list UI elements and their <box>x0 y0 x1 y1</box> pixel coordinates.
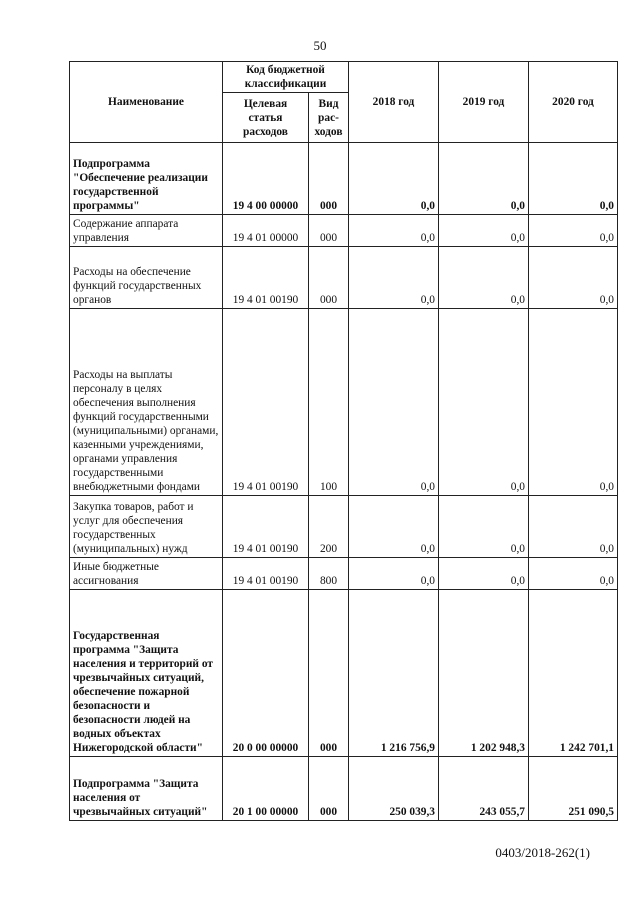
row-value-2019: 1 202 948,3 <box>439 589 529 756</box>
row-expense-type: 000 <box>309 589 349 756</box>
row-value-2020: 0,0 <box>529 143 618 215</box>
row-value-2019: 0,0 <box>439 308 529 495</box>
row-value-2018: 0,0 <box>349 496 439 558</box>
row-value-2019: 0,0 <box>439 143 529 215</box>
row-name: Государственная программа "Защита населения и территорий от чрезвычайных ситуаций, обеспечение пожарной безопасности и безопасности людей на водных объектах Нижегородской области" <box>70 589 223 756</box>
row-value-2019: 0,0 <box>439 558 529 589</box>
row-value-2018: 0,0 <box>349 308 439 495</box>
header-year-2018: 2018 год <box>349 62 439 143</box>
header-year-2020: 2020 год <box>529 62 618 143</box>
row-value-2020: 0,0 <box>529 246 618 308</box>
header-code-group: Код бюджетной классификации <box>223 62 349 93</box>
row-target-article: 19 4 01 00190 <box>223 558 309 589</box>
row-value-2018: 0,0 <box>349 558 439 589</box>
row-expense-type: 000 <box>309 215 349 246</box>
row-name: Содержание аппарата управления <box>70 215 223 246</box>
row-target-article: 20 0 00 00000 <box>223 589 309 756</box>
row-value-2020: 0,0 <box>529 558 618 589</box>
table-row <box>70 496 618 558</box>
row-value-2018: 0,0 <box>349 215 439 246</box>
row-target-article: 19 4 01 00190 <box>223 246 309 308</box>
header-expense-type: Вид рас-ходов <box>309 93 349 143</box>
page-number: 50 <box>313 38 327 53</box>
row-name: Подпрограмма "Защита населения от чрезвычайных ситуаций" <box>70 756 223 820</box>
row-value-2018: 1 216 756,9 <box>349 589 439 756</box>
row-value-2019: 0,0 <box>439 496 529 558</box>
row-name: Расходы на обеспечение функций государственных органов <box>70 246 223 308</box>
table-row <box>70 246 618 308</box>
row-value-2018: 250 039,3 <box>349 756 439 820</box>
row-name: Иные бюджетные ассигнования <box>70 558 223 589</box>
row-value-2020: 1 242 701,1 <box>529 589 618 756</box>
row-target-article: 20 1 00 00000 <box>223 756 309 820</box>
row-expense-type: 100 <box>309 308 349 495</box>
row-value-2019: 0,0 <box>439 246 529 308</box>
row-expense-type: 000 <box>309 246 349 308</box>
row-value-2020: 0,0 <box>529 496 618 558</box>
table-row <box>70 215 618 246</box>
budget-table <box>69 61 618 821</box>
row-value-2020: 0,0 <box>529 308 618 495</box>
row-value-2018: 0,0 <box>349 246 439 308</box>
row-expense-type: 000 <box>309 143 349 215</box>
row-target-article: 19 4 01 00190 <box>223 308 309 495</box>
row-target-article: 19 4 01 00190 <box>223 496 309 558</box>
table-row <box>70 143 618 215</box>
row-value-2020: 0,0 <box>529 215 618 246</box>
row-name: Подпрограмма "Обеспечение реализации государственной программы" <box>70 143 223 215</box>
table-row <box>70 558 618 589</box>
row-target-article: 19 4 00 00000 <box>223 143 309 215</box>
row-value-2019: 243 055,7 <box>439 756 529 820</box>
row-value-2018: 0,0 <box>349 143 439 215</box>
row-name: Расходы на выплаты персоналу в целях обеспечения выполнения функций государственными (муниципальными) органами, казенными учреждениями, органами управления государственными внебюджетными фондами <box>70 308 223 495</box>
document-code: 0403/2018-262(1) <box>495 845 590 860</box>
table-row <box>70 756 618 820</box>
table-row <box>70 308 618 495</box>
row-name: Закупка товаров, работ и услуг для обеспечения государственных (муниципальных) нужд <box>70 496 223 558</box>
row-expense-type: 000 <box>309 756 349 820</box>
header-name: Наименование <box>70 62 223 143</box>
table-row <box>70 589 618 756</box>
row-target-article: 19 4 01 00000 <box>223 215 309 246</box>
row-expense-type: 200 <box>309 496 349 558</box>
row-value-2019: 0,0 <box>439 215 529 246</box>
header-year-2019: 2019 год <box>439 62 529 143</box>
header-target-article: Целевая статья расходов <box>223 93 309 143</box>
row-expense-type: 800 <box>309 558 349 589</box>
row-value-2020: 251 090,5 <box>529 756 618 820</box>
